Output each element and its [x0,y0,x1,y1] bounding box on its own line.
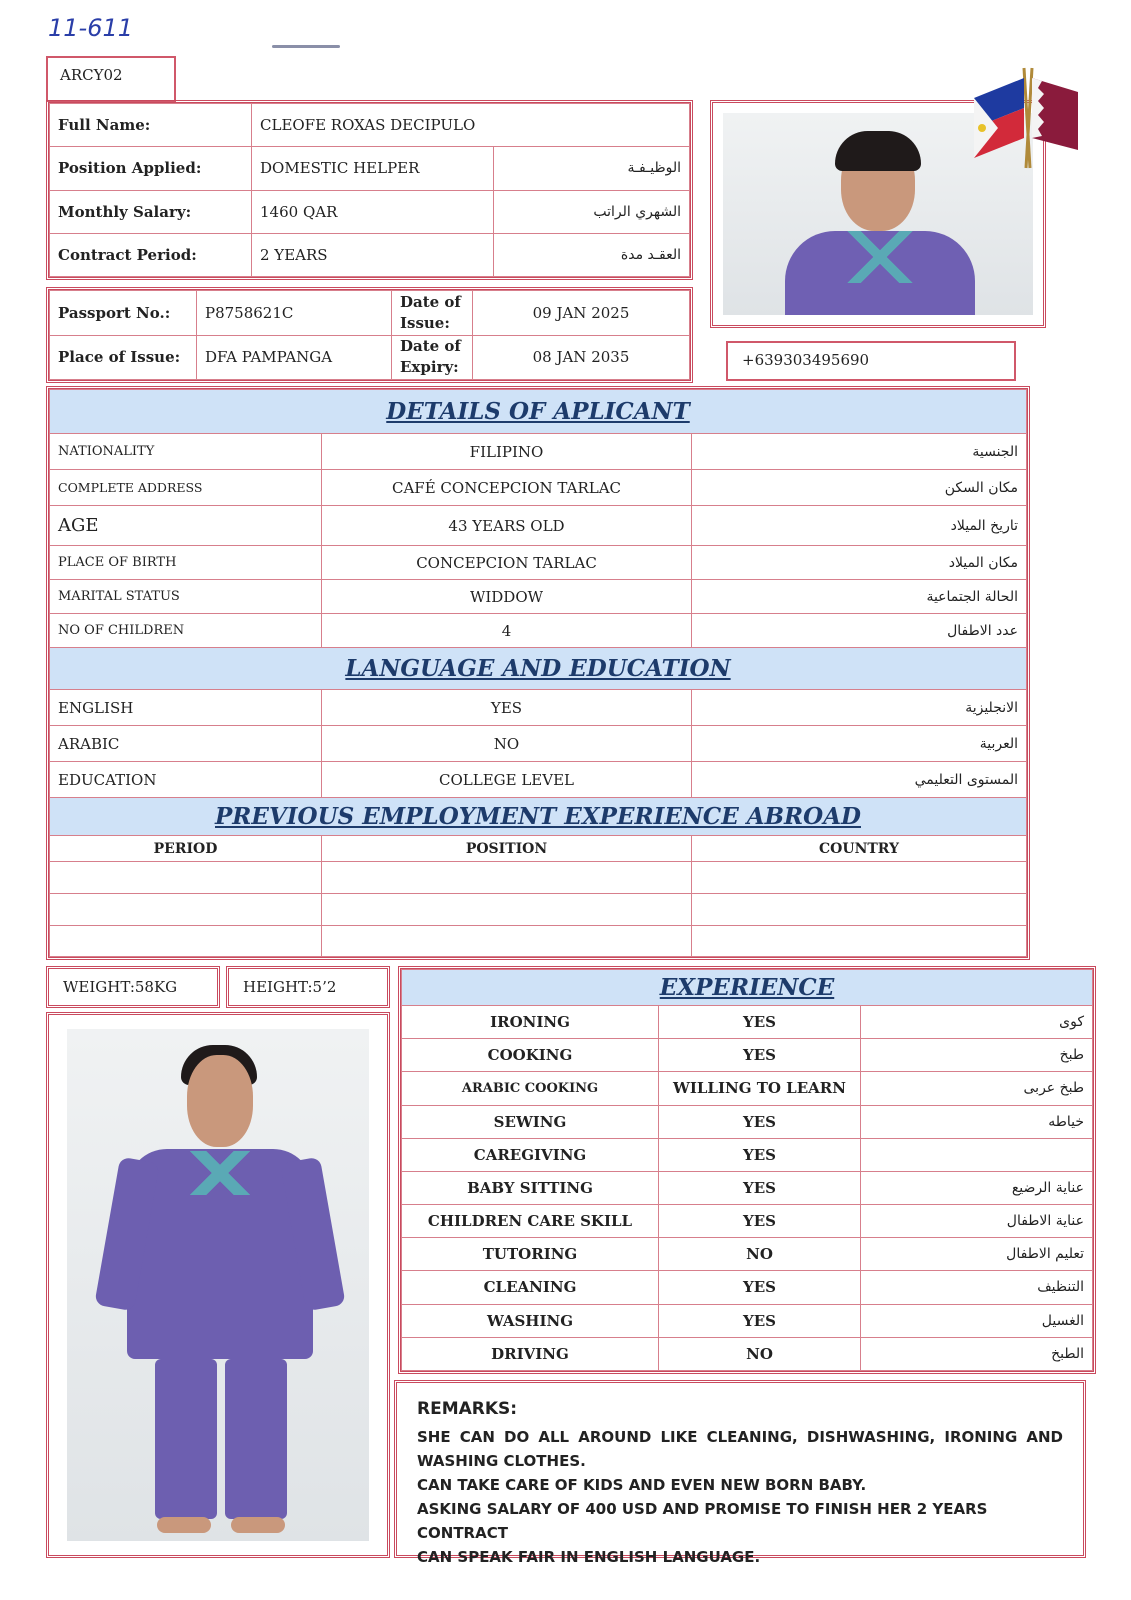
birthplace-label: PLACE OF BIRTH [50,546,322,580]
experience-arabic: الطبخ [861,1337,1093,1370]
age-arabic: تاريخ الميلاد [692,506,1027,546]
nationality-arabic: الجنسية [692,434,1027,470]
contract-arabic: العقـد مدة [494,233,690,276]
english-arabic: الانجليزية [692,690,1027,726]
passport-table [46,287,693,383]
experience-arabic [861,1138,1093,1171]
english-value: YES [322,690,692,726]
philippines-flag-icon [974,68,1030,168]
experience-value: YES [659,1171,861,1204]
expiry-date-value: 08 JAN 2035 [473,335,690,380]
experience-arabic: عناية الاطفال [861,1205,1093,1238]
experience-arabic: كوى [861,1006,1093,1039]
experience-value: YES [659,1105,861,1138]
experience-skill: BABY SITTING [402,1171,659,1204]
place-of-issue-label: Place of Issue: [50,335,197,380]
position-value: DOMESTIC HELPER [252,147,494,190]
weight-box [46,966,220,1008]
children-arabic: عدد الاطفال [692,614,1027,648]
salary-arabic: الشهري الراتب [494,190,690,233]
arabic-arabic: العربية [692,726,1027,762]
nationality-label: NATIONALITY [50,434,322,470]
experience-arabic: تعليم الاطفال [861,1238,1093,1271]
experience-skill: CHILDREN CARE SKILL [402,1205,659,1238]
passport-no-value: P8758621C [197,291,392,336]
contract-label: Contract Period: [50,233,252,276]
pen-scribble [272,45,340,48]
experience-skill: SEWING [402,1105,659,1138]
experience-skill: ARABIC COOKING [402,1072,659,1105]
experience-value: YES [659,1271,861,1304]
experience-skill: CAREGIVING [402,1138,659,1171]
education-value: COLLEGE LEVEL [322,762,692,798]
country-header: COUNTRY [692,836,1027,862]
position-header: POSITION [322,836,692,862]
experience-arabic: التنظيف [861,1271,1093,1304]
personal-info-table [46,100,693,280]
age-label: AGE [50,506,322,546]
birthplace-value: CONCEPCION TARLAC [322,546,692,580]
children-value: 4 [322,614,692,648]
weight-value: WEIGHT:58KG [63,978,178,996]
birthplace-arabic: مكان الميلاد [692,546,1027,580]
age-value: 43 YEARS OLD [322,506,692,546]
experience-arabic: خياطه [861,1105,1093,1138]
phone-number: +639303495690 [742,351,870,369]
experience-skill: WASHING [402,1304,659,1337]
marital-status-value: WIDDOW [322,580,692,614]
address-label: COMPLETE ADDRESS [50,470,322,506]
language-title: LANGUAGE AND EDUCATION [50,648,1027,690]
flags-emblem [968,58,1084,178]
place-of-issue-value: DFA PAMPANGA [197,335,392,380]
experience-arabic: طبخ عربى [861,1072,1093,1105]
applicant-details-table [46,386,1030,960]
remarks-line: SHE CAN DO ALL AROUND LIKE CLEANING, DISHWASHING, IRONING AND WASHING CLOTHES. [417,1428,1063,1470]
phone-box [726,341,1016,381]
remarks-line: ASKING SALARY OF 400 USD AND PROMISE TO FINISH HER 2 YEARS CONTRACT [417,1500,988,1542]
experience-table [398,966,1096,1374]
qatar-flag-icon [1026,68,1078,168]
employment-row [50,862,1027,894]
position-arabic: الوظيـفـة [494,147,690,190]
marital-status-label: MARITAL STATUS [50,580,322,614]
address-value: CAFÉ CONCEPCION TARLAC [322,470,692,506]
arabic-label: ARABIC [50,726,322,762]
issue-date-label: Date of Issue: [392,291,473,336]
expiry-date-label: Date of Expiry: [392,335,473,380]
experience-value: YES [659,1138,861,1171]
experience-skill: DRIVING [402,1337,659,1370]
education-label: EDUCATION [50,762,322,798]
full-body-photo-frame [46,1012,390,1558]
full-name-value: CLEOFE ROXAS DECIPULO [252,104,690,147]
height-box [226,966,390,1008]
employment-title: PREVIOUS EMPLOYMENT EXPERIENCE ABROAD [50,798,1027,836]
full-name-label: Full Name: [50,104,252,147]
employment-row [50,894,1027,926]
marital-status-arabic: الحالة الجتماعية [692,580,1027,614]
arabic-value: NO [322,726,692,762]
details-title: DETAILS OF APLICANT [50,390,1027,434]
reference-code: ARCY02 [60,66,123,84]
experience-skill: COOKING [402,1039,659,1072]
full-body-photo [67,1029,369,1541]
address-arabic: مكان السكن [692,470,1027,506]
passport-no-label: Passport No.: [50,291,197,336]
experience-skill: TUTORING [402,1238,659,1271]
employment-row [50,926,1027,957]
salary-label: Monthly Salary: [50,190,252,233]
experience-skill: IRONING [402,1006,659,1039]
period-header: PERIOD [50,836,322,862]
height-value: HEIGHT:5’2 [243,978,337,996]
experience-arabic: الغسيل [861,1304,1093,1337]
nationality-value: FILIPINO [322,434,692,470]
remarks-box [394,1380,1086,1566]
experience-value: WILLING TO LEARN [659,1072,861,1105]
remarks-line: CAN TAKE CARE OF KIDS AND EVEN NEW BORN BABY. [417,1476,867,1494]
experience-arabic: طبخ [861,1039,1093,1072]
experience-value: YES [659,1039,861,1072]
english-label: ENGLISH [50,690,322,726]
experience-value: NO [659,1238,861,1271]
contract-value: 2 YEARS [252,233,494,276]
remarks-title: REMARKS: [417,1399,518,1419]
handwritten-reference: 11-611 [48,14,134,42]
experience-arabic: عناية الرضيع [861,1171,1093,1204]
remarks-line: CAN SPEAK FAIR IN ENGLISH LANGUAGE. [417,1548,761,1566]
position-label: Position Applied: [50,147,252,190]
experience-value: NO [659,1337,861,1370]
experience-value: YES [659,1205,861,1238]
reference-code-box [46,56,176,102]
experience-value: YES [659,1006,861,1039]
issue-date-value: 09 JAN 2025 [473,291,690,336]
education-arabic: المستوى التعليمي [692,762,1027,798]
experience-skill: CLEANING [402,1271,659,1304]
children-label: NO OF CHILDREN [50,614,322,648]
experience-value: YES [659,1304,861,1337]
experience-title: EXPERIENCE [402,970,1093,1006]
salary-value: 1460 QAR [252,190,494,233]
